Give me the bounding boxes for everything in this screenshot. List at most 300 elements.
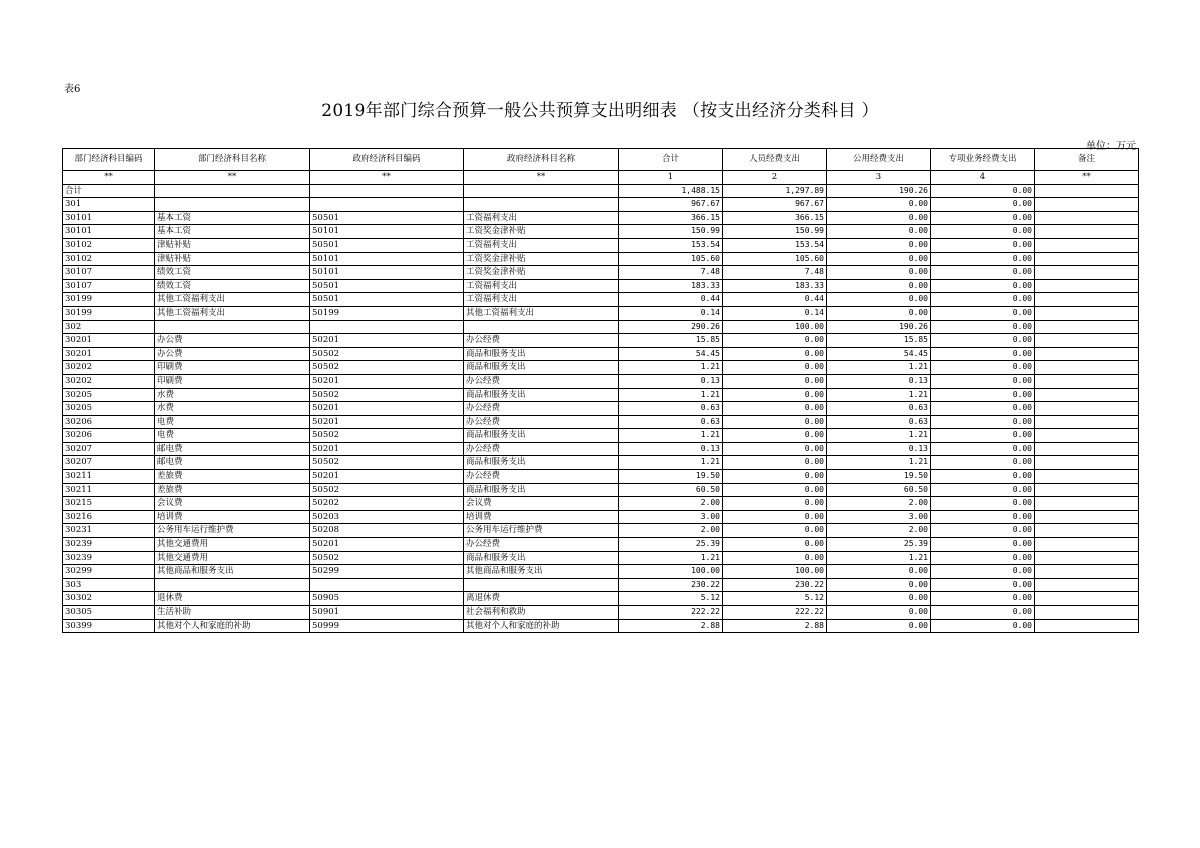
dept-code-cell: 30201 [63,347,155,361]
dept-code-cell: 303 [63,578,155,592]
personnel-cell: 183.33 [723,279,827,293]
dept-name-cell: 电费 [155,415,310,429]
note-cell [1035,497,1139,511]
public-cell: 190.26 [827,320,931,334]
gov-name-cell: 办公经费 [464,470,619,484]
gov-code-cell: 50501 [310,293,464,307]
gov-code-cell: 50101 [310,252,464,266]
gov-code-cell: 50201 [310,415,464,429]
dept-code-cell: 合计 [63,184,155,198]
table-row [63,347,1139,361]
note-cell [1035,306,1139,320]
table-row [63,524,1139,538]
gov-name-cell: 商品和服务支出 [464,456,619,470]
dept-name-cell: 其他工资福利支出 [155,293,310,307]
personnel-cell: 0.44 [723,293,827,307]
dept-code-cell: 30239 [63,551,155,565]
dept-code-cell: 30201 [63,334,155,348]
dept-name-cell: 其他商品和服务支出 [155,565,310,579]
table-row [63,592,1139,606]
dept-name-cell: 基本工资 [155,211,310,225]
public-cell: 3.00 [827,510,931,524]
public-cell: 0.00 [827,293,931,307]
column-header-dept-code: 部门经济科目编码 [63,149,155,171]
special-cell: 0.00 [931,238,1035,252]
column-header-total: 合计 [619,149,723,171]
gov-code-cell: 50299 [310,565,464,579]
public-cell: 0.00 [827,279,931,293]
special-cell: 0.00 [931,320,1035,334]
gov-name-cell: 办公经费 [464,415,619,429]
gov-code-cell [310,198,464,212]
gov-code-cell: 50501 [310,279,464,293]
table-row [63,565,1139,579]
dept-code-cell: 30102 [63,238,155,252]
dept-name-cell: 水费 [155,388,310,402]
gov-code-cell: 50202 [310,497,464,511]
dept-name-cell: 基本工资 [155,225,310,239]
gov-name-cell: 社会福利和救助 [464,606,619,620]
public-cell: 1.21 [827,551,931,565]
dept-code-cell: 30206 [63,415,155,429]
gov-name-cell: 商品和服务支出 [464,483,619,497]
total-cell: 100.00 [619,565,723,579]
special-cell: 0.00 [931,198,1035,212]
personnel-cell: 0.14 [723,306,827,320]
dept-code-cell: 30399 [63,619,155,633]
table-row [63,198,1139,212]
personnel-cell: 0.00 [723,334,827,348]
dept-code-cell: 30199 [63,293,155,307]
table-row [63,578,1139,592]
special-cell: 0.00 [931,456,1035,470]
public-cell: 60.50 [827,483,931,497]
special-cell: 0.00 [931,252,1035,266]
note-cell [1035,606,1139,620]
dept-code-cell: 30206 [63,429,155,443]
note-cell [1035,524,1139,538]
special-cell: 0.00 [931,306,1035,320]
special-cell: 0.00 [931,497,1035,511]
public-cell: 2.00 [827,524,931,538]
table-row [63,510,1139,524]
table-row [63,415,1139,429]
dept-code-cell: 301 [63,198,155,212]
personnel-cell: 0.00 [723,483,827,497]
dept-name-cell: 办公费 [155,334,310,348]
total-cell: 3.00 [619,510,723,524]
dept-code-cell: 30107 [63,266,155,280]
personnel-cell: 0.00 [723,470,827,484]
table-row [63,361,1139,375]
dept-name-cell [155,184,310,198]
table-row [63,211,1139,225]
note-cell [1035,538,1139,552]
public-cell: 19.50 [827,470,931,484]
public-cell: 1.21 [827,361,931,375]
table-row [63,266,1139,280]
note-cell [1035,320,1139,334]
public-cell: 2.00 [827,497,931,511]
gov-name-cell [464,198,619,212]
public-cell: 0.00 [827,252,931,266]
note-cell [1035,225,1139,239]
personnel-cell: 0.00 [723,524,827,538]
public-cell: 0.63 [827,402,931,416]
note-cell [1035,184,1139,198]
dept-name-cell: 印刷费 [155,361,310,375]
note-cell [1035,334,1139,348]
note-cell [1035,293,1139,307]
total-cell: 290.26 [619,320,723,334]
personnel-cell: 0.00 [723,402,827,416]
dept-name-cell: 津贴补贴 [155,252,310,266]
gov-name-cell: 其他商品和服务支出 [464,565,619,579]
gov-name-cell: 商品和服务支出 [464,347,619,361]
subheader-cell: ** [464,171,619,185]
personnel-cell: 0.00 [723,497,827,511]
special-cell: 0.00 [931,592,1035,606]
gov-code-cell: 50905 [310,592,464,606]
gov-code-cell: 50201 [310,402,464,416]
public-cell: 0.00 [827,592,931,606]
gov-name-cell: 办公经费 [464,538,619,552]
dept-code-cell: 30305 [63,606,155,620]
gov-code-cell: 50501 [310,238,464,252]
note-cell [1035,252,1139,266]
personnel-cell: 0.00 [723,456,827,470]
gov-code-cell: 50199 [310,306,464,320]
table-row [63,225,1139,239]
total-cell: 1.21 [619,361,723,375]
dept-code-cell: 30216 [63,510,155,524]
total-cell: 19.50 [619,470,723,484]
dept-name-cell: 退休费 [155,592,310,606]
personnel-cell: 222.22 [723,606,827,620]
gov-code-cell: 50999 [310,619,464,633]
column-header-personnel: 人员经费支出 [723,149,827,171]
special-cell: 0.00 [931,578,1035,592]
public-cell: 0.00 [827,225,931,239]
gov-name-cell: 培训费 [464,510,619,524]
column-header-dept-name: 部门经济科目名称 [155,149,310,171]
special-cell: 0.00 [931,388,1035,402]
special-cell: 0.00 [931,279,1035,293]
dept-code-cell: 30205 [63,402,155,416]
total-cell: 230.22 [619,578,723,592]
gov-code-cell: 50502 [310,483,464,497]
gov-name-cell: 工资福利支出 [464,238,619,252]
personnel-cell: 366.15 [723,211,827,225]
dept-name-cell: 办公费 [155,347,310,361]
public-cell: 0.00 [827,578,931,592]
dept-name-cell: 邮电费 [155,442,310,456]
gov-name-cell: 办公经费 [464,442,619,456]
dept-name-cell: 其他交通费用 [155,538,310,552]
special-cell: 0.00 [931,211,1035,225]
table-row [63,456,1139,470]
dept-code-cell: 30239 [63,538,155,552]
public-cell: 0.00 [827,565,931,579]
dept-name-cell: 邮电费 [155,456,310,470]
note-cell [1035,361,1139,375]
special-cell: 0.00 [931,538,1035,552]
note-cell [1035,565,1139,579]
dept-code-cell: 30205 [63,388,155,402]
dept-name-cell: 会议费 [155,497,310,511]
gov-name-cell: 其他对个人和家庭的补助 [464,619,619,633]
total-cell: 0.63 [619,402,723,416]
public-cell: 1.21 [827,456,931,470]
special-cell: 0.00 [931,225,1035,239]
gov-code-cell: 50502 [310,388,464,402]
gov-name-cell: 工资奖金津补贴 [464,225,619,239]
dept-name-cell [155,578,310,592]
public-cell: 0.00 [827,606,931,620]
subheader-cell: ** [155,171,310,185]
special-cell: 0.00 [931,510,1035,524]
gov-code-cell: 50201 [310,442,464,456]
note-cell [1035,347,1139,361]
note-cell [1035,592,1139,606]
dept-code-cell: 30101 [63,211,155,225]
gov-name-cell: 工资福利支出 [464,211,619,225]
total-cell: 1.21 [619,551,723,565]
table-number-label: 表6 [64,84,81,95]
gov-name-cell: 工资奖金津补贴 [464,266,619,280]
gov-name-cell: 工资奖金津补贴 [464,252,619,266]
total-cell: 150.99 [619,225,723,239]
dept-code-cell: 30102 [63,252,155,266]
special-cell: 0.00 [931,266,1035,280]
table-row [63,402,1139,416]
dept-name-cell [155,198,310,212]
gov-code-cell: 50502 [310,429,464,443]
personnel-cell: 150.99 [723,225,827,239]
total-cell: 0.44 [619,293,723,307]
dept-code-cell: 30211 [63,470,155,484]
gov-name-cell: 办公经费 [464,402,619,416]
gov-code-cell: 50502 [310,551,464,565]
personnel-cell: 0.00 [723,538,827,552]
dept-code-cell: 30101 [63,225,155,239]
personnel-cell: 105.60 [723,252,827,266]
personnel-cell: 0.00 [723,374,827,388]
special-cell: 0.00 [931,565,1035,579]
gov-code-cell: 50203 [310,510,464,524]
dept-code-cell: 30302 [63,592,155,606]
subheader-cell: ** [63,171,155,185]
gov-code-cell: 50501 [310,211,464,225]
gov-code-cell: 50901 [310,606,464,620]
dept-code-cell: 30299 [63,565,155,579]
gov-code-cell [310,320,464,334]
special-cell: 0.00 [931,334,1035,348]
dept-name-cell: 其他交通费用 [155,551,310,565]
total-cell: 25.39 [619,538,723,552]
table-body [63,184,1139,633]
special-cell: 0.00 [931,470,1035,484]
total-cell: 0.14 [619,306,723,320]
total-cell: 2.88 [619,619,723,633]
public-cell: 54.45 [827,347,931,361]
total-cell: 183.33 [619,279,723,293]
total-cell: 15.85 [619,334,723,348]
dept-code-cell: 30202 [63,361,155,375]
total-cell: 0.13 [619,374,723,388]
note-cell [1035,551,1139,565]
total-cell: 1.21 [619,456,723,470]
gov-name-cell [464,320,619,334]
total-cell: 105.60 [619,252,723,266]
table-row [63,442,1139,456]
special-cell: 0.00 [931,551,1035,565]
dept-name-cell: 印刷费 [155,374,310,388]
public-cell: 0.13 [827,374,931,388]
table-row [63,538,1139,552]
gov-code-cell: 50101 [310,266,464,280]
column-header-note: 备注 [1035,149,1139,171]
subheader-row [63,171,1139,185]
personnel-cell: 2.88 [723,619,827,633]
gov-name-cell [464,184,619,198]
gov-name-cell: 商品和服务支出 [464,429,619,443]
public-cell: 0.00 [827,306,931,320]
public-cell: 0.00 [827,266,931,280]
header-row [63,149,1139,171]
gov-name-cell [464,578,619,592]
public-cell: 190.26 [827,184,931,198]
dept-code-cell: 30199 [63,306,155,320]
table-row [63,306,1139,320]
table-row [63,238,1139,252]
subheader-cell: ** [310,171,464,185]
total-cell: 0.63 [619,415,723,429]
unit-label: 单位：万元 [1086,141,1136,152]
note-cell [1035,429,1139,443]
gov-name-cell: 商品和服务支出 [464,551,619,565]
gov-code-cell: 50502 [310,361,464,375]
subheader-cell: ** [1035,171,1139,185]
dept-code-cell: 30207 [63,442,155,456]
personnel-cell: 0.00 [723,442,827,456]
gov-name-cell: 商品和服务支出 [464,361,619,375]
dept-name-cell: 津贴补贴 [155,238,310,252]
table-row [63,606,1139,620]
column-header-public: 公用经费支出 [827,149,931,171]
special-cell: 0.00 [931,361,1035,375]
public-cell: 0.00 [827,211,931,225]
personnel-cell: 0.00 [723,429,827,443]
dept-code-cell: 302 [63,320,155,334]
total-cell: 1,488.15 [619,184,723,198]
total-cell: 60.50 [619,483,723,497]
personnel-cell: 0.00 [723,510,827,524]
dept-name-cell: 生活补助 [155,606,310,620]
subheader-cell: 1 [619,171,723,185]
dept-name-cell: 绩效工资 [155,266,310,280]
table-row [63,374,1139,388]
total-cell: 0.13 [619,442,723,456]
budget-detail-table [62,148,1139,633]
dept-name-cell: 差旅费 [155,483,310,497]
dept-code-cell: 30215 [63,497,155,511]
special-cell: 0.00 [931,347,1035,361]
public-cell: 0.63 [827,415,931,429]
personnel-cell: 0.00 [723,347,827,361]
personnel-cell: 0.00 [723,551,827,565]
special-cell: 0.00 [931,524,1035,538]
table-row [63,429,1139,443]
note-cell [1035,483,1139,497]
note-cell [1035,415,1139,429]
table-row [63,470,1139,484]
personnel-cell: 230.22 [723,578,827,592]
note-cell [1035,456,1139,470]
public-cell: 25.39 [827,538,931,552]
dept-code-cell: 30211 [63,483,155,497]
dept-name-cell [155,320,310,334]
total-cell: 967.67 [619,198,723,212]
gov-name-cell: 办公经费 [464,334,619,348]
subheader-cell: 2 [723,171,827,185]
table-row [63,184,1139,198]
dept-name-cell: 水费 [155,402,310,416]
dept-code-cell: 30231 [63,524,155,538]
table-row [63,334,1139,348]
gov-name-cell: 会议费 [464,497,619,511]
total-cell: 222.22 [619,606,723,620]
special-cell: 0.00 [931,483,1035,497]
gov-code-cell: 50208 [310,524,464,538]
dept-name-cell: 绩效工资 [155,279,310,293]
dept-code-cell: 30202 [63,374,155,388]
table-row [63,320,1139,334]
note-cell [1035,279,1139,293]
gov-code-cell: 50201 [310,334,464,348]
special-cell: 0.00 [931,606,1035,620]
total-cell: 1.21 [619,429,723,443]
table-row [63,483,1139,497]
dept-name-cell: 差旅费 [155,470,310,484]
note-cell [1035,578,1139,592]
note-cell [1035,266,1139,280]
gov-code-cell: 50502 [310,347,464,361]
total-cell: 2.00 [619,524,723,538]
dept-name-cell: 其他对个人和家庭的补助 [155,619,310,633]
personnel-cell: 100.00 [723,320,827,334]
special-cell: 0.00 [931,184,1035,198]
table-row [63,551,1139,565]
table-row [63,497,1139,511]
personnel-cell: 5.12 [723,592,827,606]
special-cell: 0.00 [931,415,1035,429]
special-cell: 0.00 [931,619,1035,633]
total-cell: 5.12 [619,592,723,606]
personnel-cell: 7.48 [723,266,827,280]
subheader-cell: 4 [931,171,1035,185]
note-cell [1035,619,1139,633]
public-cell: 0.00 [827,198,931,212]
special-cell: 0.00 [931,429,1035,443]
gov-code-cell: 50201 [310,538,464,552]
subheader-cell: 3 [827,171,931,185]
personnel-cell: 0.00 [723,388,827,402]
public-cell: 15.85 [827,334,931,348]
personnel-cell: 0.00 [723,415,827,429]
special-cell: 0.00 [931,293,1035,307]
gov-name-cell: 公务用车运行维护费 [464,524,619,538]
